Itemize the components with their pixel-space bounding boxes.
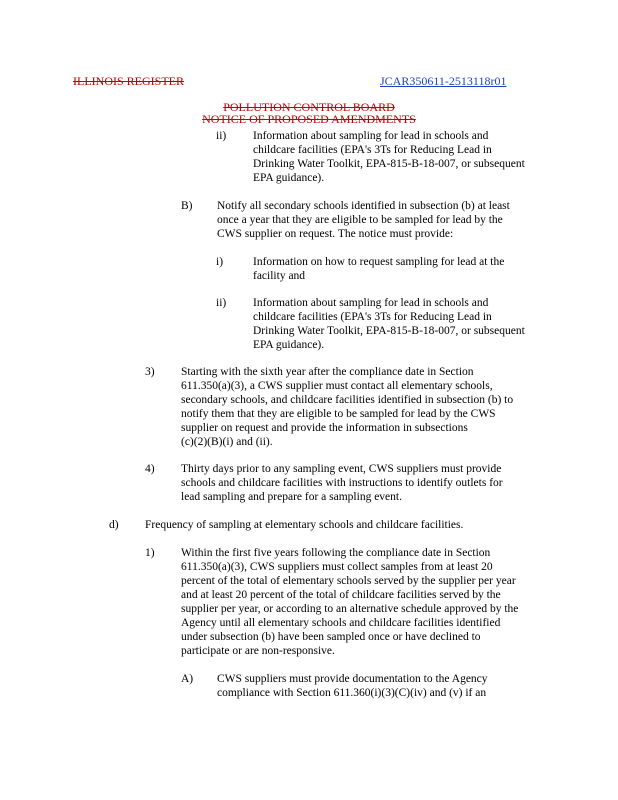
agency-title: POLLUTION CONTROL BOARD <box>223 100 395 114</box>
paragraph-line: schools and childcare facilities with instructions to identify outlets for <box>181 477 503 489</box>
paragraph-line: compliance with Section 611.360(i)(3)(C)(iv) and (v) if an <box>217 687 487 699</box>
paragraph-line: under subsection (b) have been sampled once or have declined to <box>181 631 481 643</box>
paragraph-line: facility and <box>253 270 306 282</box>
item-label: B) <box>181 200 193 212</box>
paragraph-line: Drinking Water Toolkit, EPA-815-B-18-007, or subsequent <box>253 158 525 170</box>
section-label: d) <box>109 519 119 531</box>
paragraph-line: and at least 20 percent of the total of childcare facilities served by the <box>181 589 501 601</box>
item-label: ii) <box>216 130 227 142</box>
paragraph-line: childcare facilities (EPA's 3Ts for Reducing Lead in <box>253 144 492 156</box>
paragraph-line: Within the first five years following the compliance date in Section <box>181 547 491 559</box>
paragraph-line: CWS suppliers must provide documentation to the Agency <box>217 673 488 685</box>
item-label: A) <box>181 673 194 685</box>
paragraph-line: Notify all secondary schools identified in subsection (b) at least <box>217 200 510 212</box>
paragraph-line: supplier on request and provide the information in subsections <box>181 422 468 434</box>
item-label: ii) <box>216 297 227 309</box>
paragraph-line: lead sampling and prepare for a sampling event. <box>181 491 402 503</box>
register-header: ILLINOIS REGISTER <box>73 74 184 88</box>
section-heading-line: Frequency of sampling at elementary schools and childcare facilities. <box>145 519 464 531</box>
paragraph-line: Information about sampling for lead in schools and <box>253 130 489 142</box>
paragraph-line: supplier per year, or according to an alternative schedule approved by the <box>181 603 519 615</box>
paragraph-line: percent of the total of elementary schools served by the supplier per year <box>181 575 516 587</box>
paragraph-line: 611.350(a)(3), CWS suppliers must collect samples from at least 20 <box>181 561 493 573</box>
paragraph-line: CWS supplier on request. The notice must provide: <box>217 228 454 240</box>
paragraph-line: secondary schools, and childcare facilities identified in subsection (b) to <box>181 394 514 406</box>
paragraph-line: EPA guidance). <box>253 339 325 351</box>
paragraph-line: childcare facilities (EPA's 3Ts for Reducing Lead in <box>253 311 492 323</box>
notice-title: NOTICE OF PROPOSED AMENDMENTS <box>202 112 416 126</box>
item-label: 3) <box>145 366 155 378</box>
paragraph-line: notify them that they are eligible to be sampled for lead by the CWS <box>181 408 496 420</box>
paragraph-line: participate or are non-responsive. <box>181 645 335 657</box>
item-label: 1) <box>145 547 155 559</box>
item-label: 4) <box>145 463 155 475</box>
paragraph-line: (c)(2)(B)(i) and (ii). <box>181 436 273 448</box>
paragraph-line: Thirty days prior to any sampling event, CWS suppliers must provide <box>181 463 502 475</box>
paragraph-line: EPA guidance). <box>253 172 325 184</box>
paragraph-line: Information about sampling for lead in schools and <box>253 297 489 309</box>
paragraph-line: once a year that they are eligible to be sampled for lead by the <box>217 214 503 226</box>
document-id-link[interactable]: JCAR350611-2513118r01 <box>380 74 507 88</box>
paragraph-line: Agency until all elementary schools and childcare facilities identified <box>181 617 501 629</box>
paragraph-line: Drinking Water Toolkit, EPA-815-B-18-007, or subsequent <box>253 325 525 337</box>
item-label: i) <box>216 256 224 268</box>
paragraph-line: Starting with the sixth year after the compliance date in Section <box>181 366 474 378</box>
paragraph-line: 611.350(a)(3), a CWS supplier must contact all elementary schools, <box>181 380 493 392</box>
paragraph-line: Information on how to request sampling for lead at the <box>253 256 505 268</box>
